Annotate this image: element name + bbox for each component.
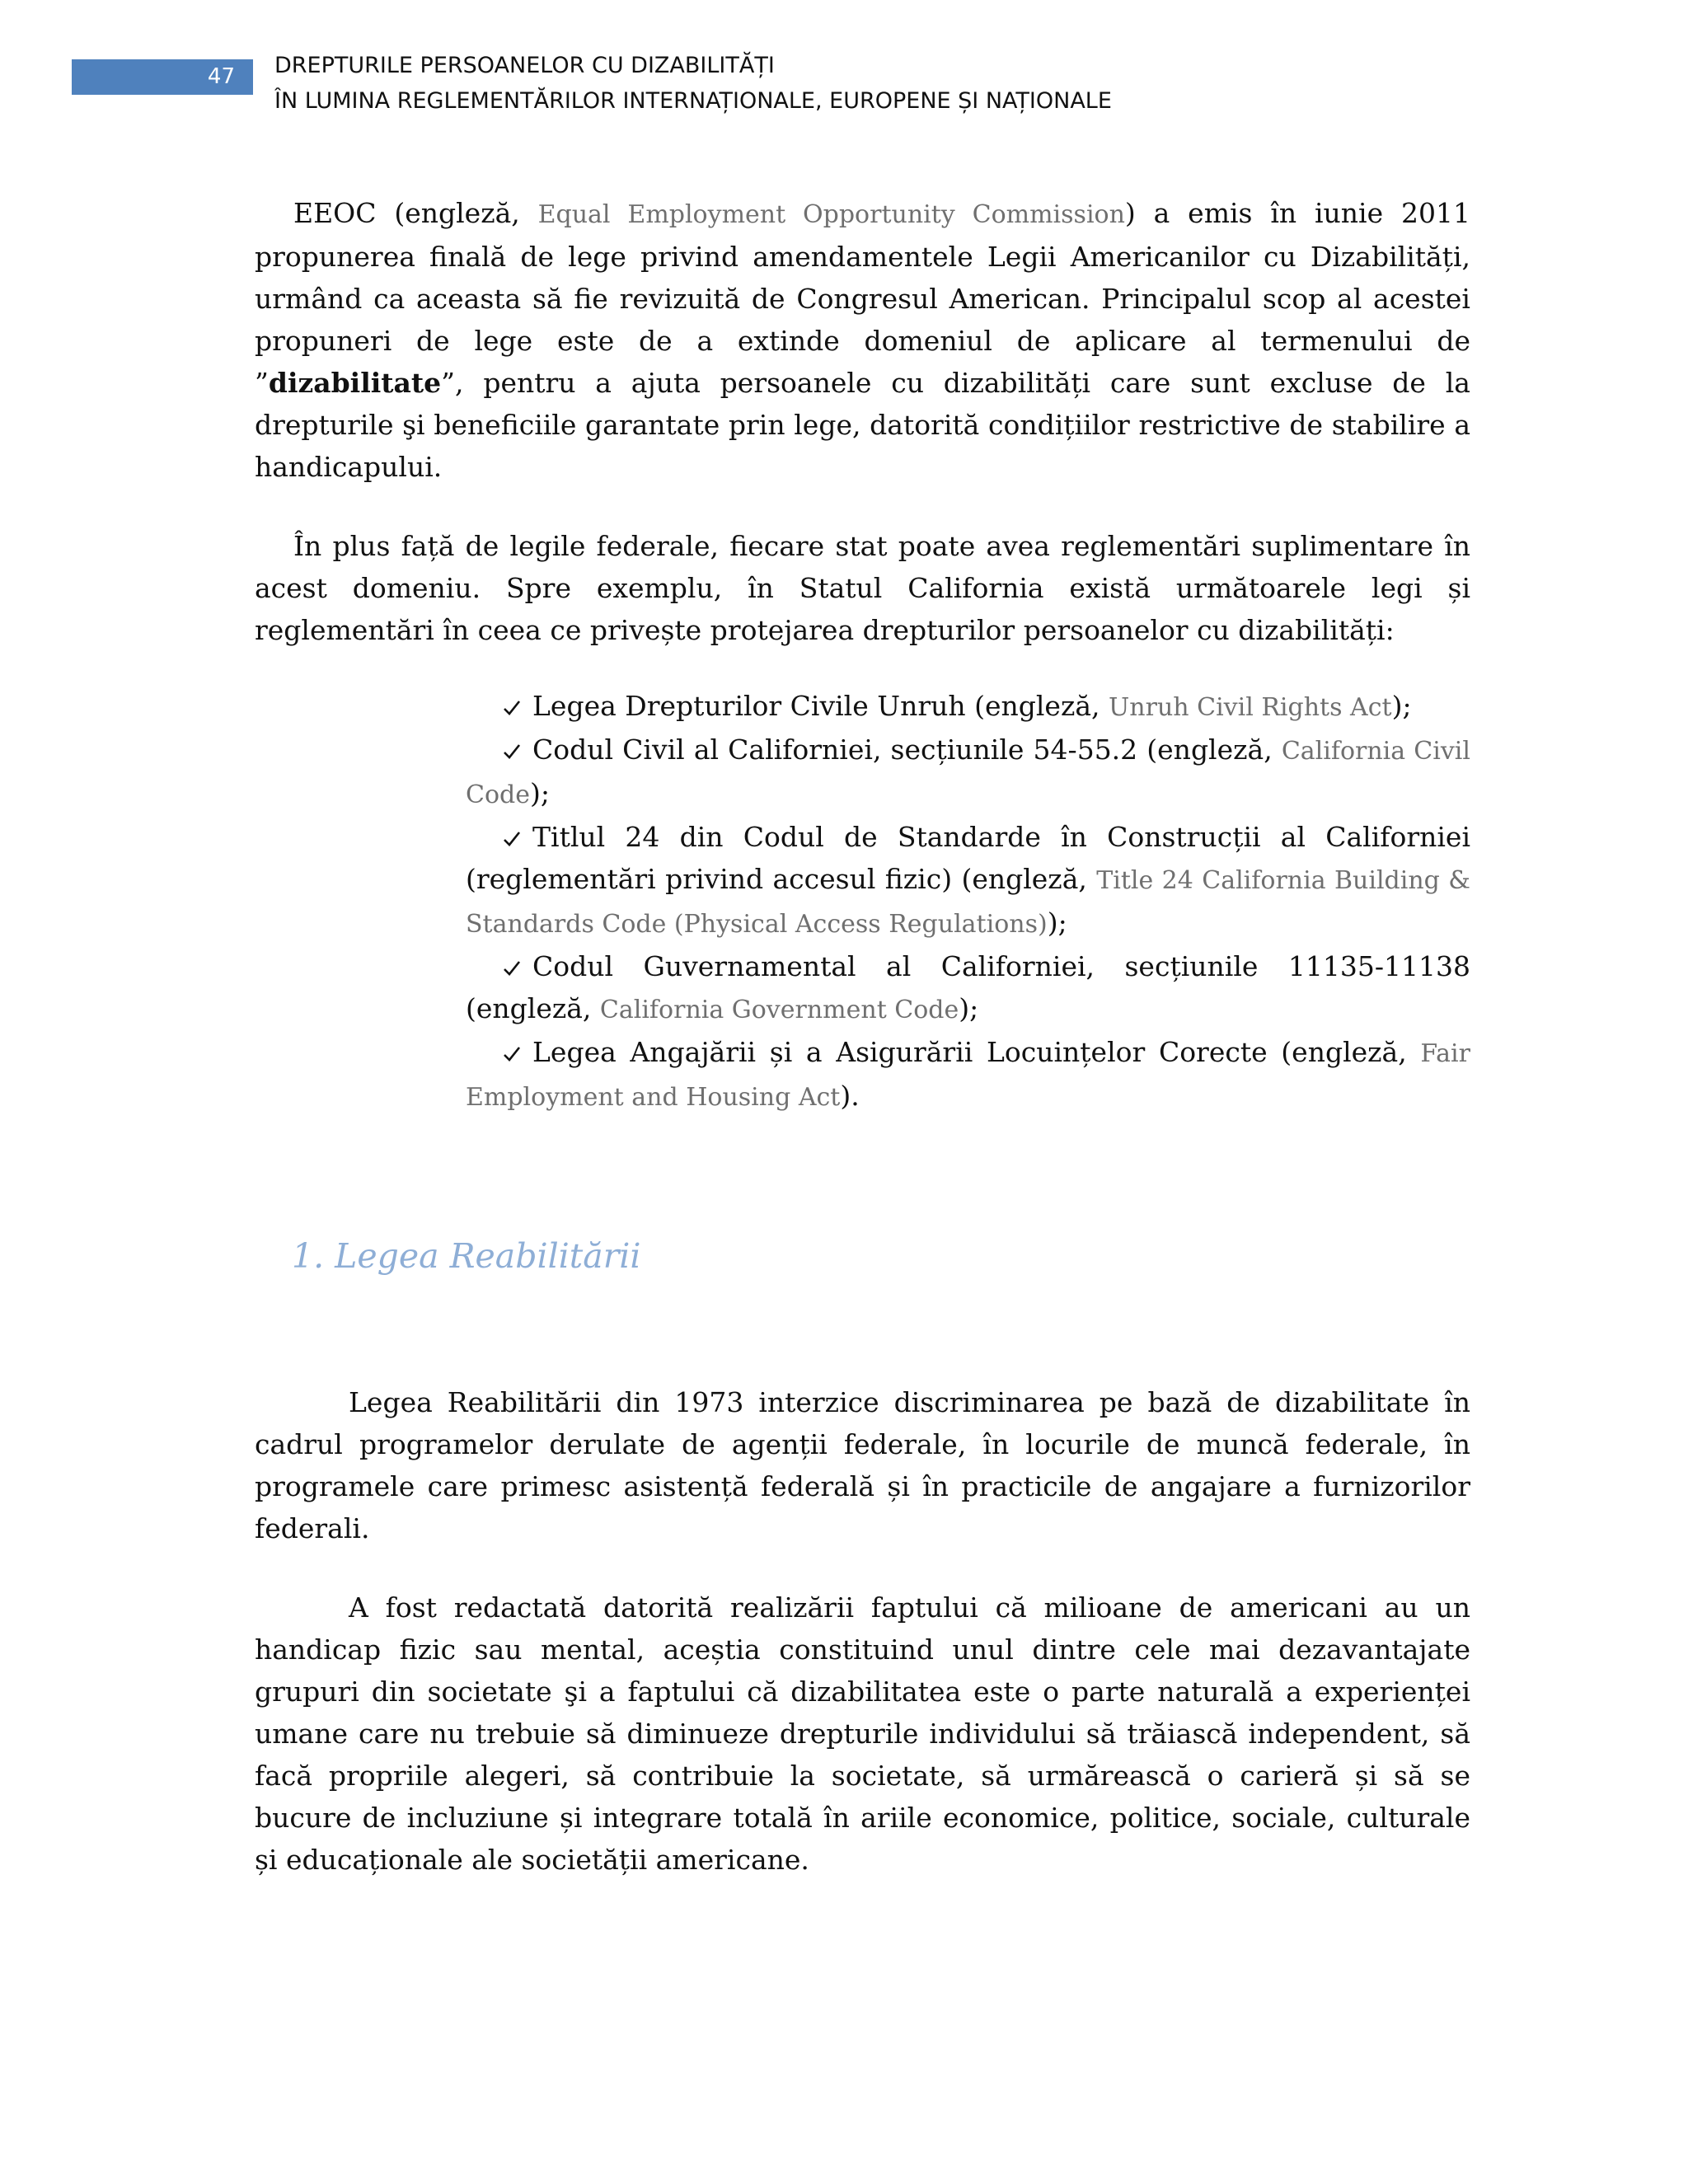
list-item-end: ); bbox=[1391, 690, 1412, 722]
list-item-english: Fair Employment and Housing Act bbox=[466, 1039, 1470, 1112]
paragraph-rehabilitation-act: Legea Reabilitării din 1973 interzice discriminarea pe bază de dizabilitate în cadrul programelor derulate de agenții federale, în locurile de muncă federale, în programele care primesc asistență federală și în practicile de angajare a furnizorilor federali. bbox=[255, 1386, 1470, 1544]
p1-tail: ”, pentru a ajuta persoanele cu dizabilități care sunt excluse de la drepturile şi beneficiile garantate prin lege, datorită condițiilor restrictive de stabilire a handicapului. bbox=[255, 367, 1470, 483]
p1-middle: ) a emis în iunie 2011 propunerea finală de lege privind amendamentele Legii Americanilor cu Dizabilități, urmând ca aceasta să fie revizuită de Congresul American. Principalul scop al acestei propuneri de lege este de a extinde domeniul de aplicare al termenului de ” bbox=[255, 197, 1470, 399]
list-item-end: ); bbox=[1047, 907, 1067, 939]
list-item-english: Title 24 California Building & Standards Code (Physical Access Regulations) bbox=[466, 866, 1470, 939]
checkmark-icon bbox=[502, 816, 532, 858]
paragraph-state-laws: În plus față de legile federale, fiecare stat poate avea reglementări suplimentare în acest domeniu. Spre exemplu, în Statul California există următoarele legi și reglementări în ceea ce privește protejarea drepturilor persoanelor cu dizabilități: bbox=[255, 530, 1470, 646]
running-header-line-2: ÎN LUMINA REGLEMENTĂRILOR INTERNAȚIONALE, EUROPENE ȘI NAȚIONALE bbox=[274, 88, 1112, 114]
list-item-english: California Government Code bbox=[599, 996, 959, 1024]
english-term: Equal Employment Opportunity Commission bbox=[537, 200, 1125, 229]
page-number: 47 bbox=[207, 64, 235, 89]
checkmark-icon bbox=[502, 729, 532, 771]
list-item bbox=[466, 1031, 1470, 1118]
list-item-text: Legea Angajării și a Asigurării Locuințelor Corecte (engleză, bbox=[532, 1036, 1421, 1068]
list-item-english: California Civil Code bbox=[466, 737, 1470, 809]
list-item bbox=[466, 816, 1470, 945]
list-item-text: Codul Guvernamental al Californiei, secțiunile 11135-11138 (engleză, bbox=[466, 950, 1470, 1024]
paragraph-eeoc bbox=[255, 192, 1470, 488]
page-number-badge bbox=[72, 59, 253, 95]
list-item-text: Titlul 24 din Codul de Standarde în Construcții al Californiei (reglementări privind accesul fizic) (engleză, bbox=[466, 821, 1470, 895]
list-item-text: Codul Civil al Californiei, secțiunile 54-55.2 (engleză, bbox=[532, 733, 1282, 766]
running-header bbox=[274, 48, 1112, 119]
section-heading: 1. Legea Reabilitării bbox=[292, 1236, 641, 1276]
list-item bbox=[466, 729, 1470, 816]
document-body bbox=[255, 192, 1470, 1881]
bold-term: dizabilitate bbox=[268, 367, 442, 399]
paragraph-rationale: A fost redactată datorită realizării faptului că milioane de americani au un handicap fizic sau mental, aceștia constituind unul dintre cele mai dezavantajate grupuri din societate şi a faptului că dizabilitatea este o parte naturală a experienței umane care nu trebuie să diminueze drepturile individului să trăiască independent, să facă propriile alegeri, să contribuie la societate, să urmărească o carieră și să se bucure de incluziune și integrare totală în ariile economice, politice, sociale, culturale și educaționale ale societății americane. bbox=[255, 1591, 1470, 1876]
checkmark-icon bbox=[502, 685, 532, 727]
checkmark-icon bbox=[502, 1031, 532, 1073]
list-item bbox=[466, 685, 1470, 729]
p1-lead: EEOC (engleză, bbox=[293, 197, 538, 229]
list-item-end: ); bbox=[529, 777, 550, 809]
checkmark-icon bbox=[502, 945, 532, 987]
list-item bbox=[466, 945, 1470, 1031]
list-item-english: Unruh Civil Rights Act bbox=[1109, 693, 1392, 722]
list-item-end: ); bbox=[959, 992, 979, 1024]
list-item-text: Legea Drepturilor Civile Unruh (engleză, bbox=[532, 690, 1109, 722]
running-header-line-1: DREPTURILE PERSOANELOR CU DIZABILITĂȚI bbox=[274, 53, 775, 78]
list-item-end: ). bbox=[840, 1080, 860, 1112]
california-laws-list bbox=[466, 685, 1470, 1118]
